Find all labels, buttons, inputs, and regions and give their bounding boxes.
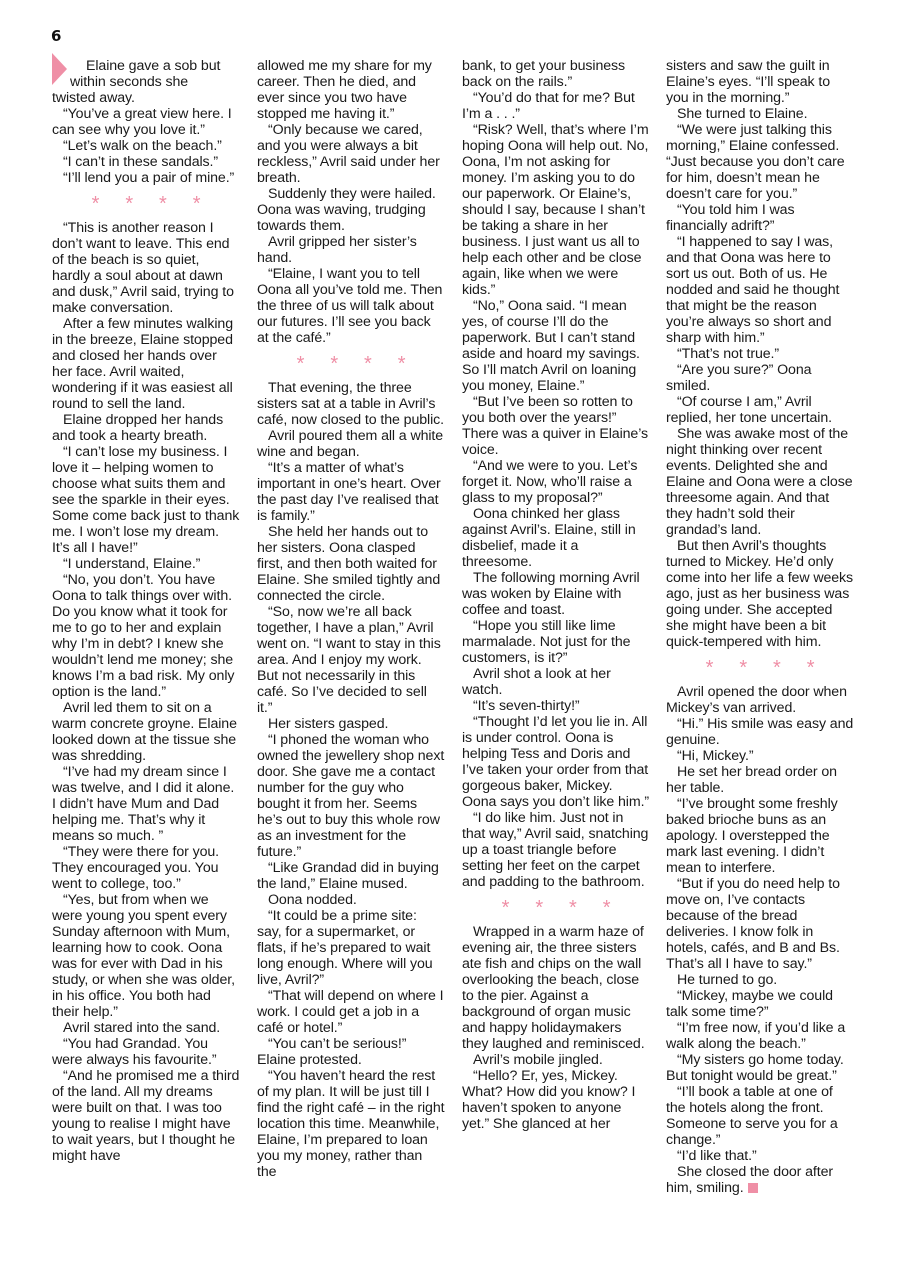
paragraph: “This is another reason I don’t want to leave. This end of the beach is so quiet, hardly a soul about at dawn and dusk,” Avril said, trying to make conversation. — [52, 220, 234, 316]
paragraph: “Hello? Er, yes, Mickey. What? How did you know? I haven’t spoken to anyone yet.” She glanced at her — [462, 1068, 636, 1132]
paragraph: “You’ve a great view here. I can see why you love it.” — [52, 106, 232, 138]
section-divider — [52, 186, 240, 220]
paragraph: Avril opened the door when Mickey’s van arrived. — [666, 684, 847, 716]
paragraph: “Hi, Mickey.” — [677, 748, 754, 764]
divider-star: * — [330, 353, 338, 375]
paragraph: “Let’s walk on the beach.” — [63, 138, 222, 154]
opening-line-2: within seconds she — [70, 74, 189, 90]
paragraph: That evening, the three sisters sat at a table in Avril’s café, now closed to the public. — [257, 380, 444, 428]
paragraph: Oona nodded. — [268, 892, 357, 908]
continued-paragraph: sisters and saw the guilt in Elaine’s eyes. “I’ll speak to you in the morning.” — [666, 58, 831, 106]
paragraph: “Thought I’d let you lie in. All is under control. Oona is helping Tess and Doris and I’ve taken your order from that gorgeous baker, Mickey. Oona says you don’t like him.” — [462, 714, 650, 810]
paragraph: After a few minutes walking in the breeze, Elaine stopped and closed her hands over her face. Avril waited, wondering if it was easiest all round to sell the land. — [52, 316, 233, 412]
paragraph: Avril led them to sit on a warm concrete groyne. Elaine looked down at the tissue she was shredding. — [52, 700, 237, 764]
divider-star: * — [296, 353, 305, 375]
paragraph: “We were just talking this morning,” Elaine confessed. “Just because you don’t care for him, doesn’t mean he doesn’t care for you.” — [666, 122, 845, 202]
paragraph: Avril stared into the sand. — [63, 1020, 221, 1036]
paragraph: She was awake most of the night thinking over recent events. Delighted she and Elaine and Oona were a close threesome again. And that they hadn’t sold their grandad’s land. — [666, 426, 853, 538]
divider-star: * — [159, 193, 167, 215]
paragraph: “No, you don’t. You have Oona to talk things over with. Do you know what it took for me to go to her and explain why I’m in debt? I knew she wouldn’t lend me money; she knows I’m a bad risk. My only option is the land.” — [52, 572, 235, 700]
paragraph: “I do like him. Just not in that way,” Avril said, snatching up a toast triangle before setting her feet on the carpet and padding to the bathroom. — [462, 810, 649, 890]
paragraph: “I’ll lend you a pair of mine.” — [63, 170, 235, 186]
paragraph: “Of course I am,” Avril replied, her tone uncertain. — [666, 394, 832, 426]
paragraph: “I happened to say I was, and that Oona was here to sort us out. Both of us. He nodded and said he thought that might be the reason you’re always so short and sharp with him.” — [666, 234, 840, 346]
continued-paragraph: allowed me my share for my career. Then he died, and ever since you two have stopped me having it.” — [257, 58, 432, 122]
paragraph: “I phoned the woman who owned the jewellery shop next door. She gave me a contact number for the guy who bought it from her. Seems he’s out to buy this whole row as an investment for the future.” — [257, 732, 445, 860]
divider-star: * — [364, 353, 372, 375]
paragraph: “Hope you still like lime marmalade. Not just for the customers, is it?” — [462, 618, 631, 666]
paragraph: “I understand, Elaine.” — [63, 556, 201, 572]
paragraph: “I’ll book a table at one of the hotels along the front. Someone to serve you for a change.” — [666, 1084, 838, 1148]
paragraph: “It’s a matter of what’s important in one’s heart. Over the past day I’ve realised that is family.” — [257, 460, 441, 524]
paragraph: “They were there for you. They encouraged you. You went to college, too.” — [52, 844, 219, 892]
paragraph: “So, now we’re all back together, I have a plan,” Avril went on. “I want to stay in this area. And I enjoy my work. But not necessarily in this café. So I’ve decided to sell it.” — [257, 604, 441, 716]
divider-star: * — [602, 897, 611, 919]
paragraph: “That’s not true.” — [677, 346, 780, 362]
divider-star: * — [192, 193, 201, 215]
paragraph: Her sisters gasped. — [268, 716, 389, 732]
divider-star: * — [397, 353, 406, 375]
paragraph: Avril’s mobile jingled. — [473, 1052, 603, 1068]
paragraph: She turned to Elaine. — [677, 106, 808, 122]
paragraph: He turned to go. — [677, 972, 778, 988]
paragraph: The following morning Avril was woken by Elaine with coffee and toast. — [462, 570, 640, 618]
final-paragraph-text: She closed the door after him, smiling. — [666, 1164, 834, 1196]
text-column-2 — [257, 58, 445, 1180]
paragraph: “Risk? Well, that’s where I’m hoping Oona will help out. No, Oona, I’m not asking for money. I’m asking you to do our paperwork. Or Elaine’s, should I say, because I shan’t be taking a share in her business. I just want us all to help each other and be close again, like when we were kids.” — [462, 122, 649, 298]
paragraph: Suddenly they were hailed. Oona was waving, trudging towards them. — [257, 186, 436, 234]
paragraph: “You told him I was financially adrift?” — [666, 202, 795, 234]
paragraph: “I’m free now, if you’d like a walk along the beach.” — [666, 1020, 846, 1052]
divider-star: * — [739, 657, 747, 679]
section-divider — [666, 650, 854, 684]
paragraph: “You had Grandad. You were always his favourite.” — [52, 1036, 217, 1068]
paragraph: Wrapped in a warm haze of evening air, the three sisters ate fish and chips on the wall overlooking the beach, close to the pier. Against a background of organ music and happy holidaymakers they laughed and reminisced. — [462, 924, 645, 1052]
paragraph: “And he promised me a third of the land. All my dreams were built on that. I was too young to realise I might have to wait years, but I thought he might have — [52, 1068, 240, 1164]
paragraph: “Like Grandad did in buying the land,” Elaine mused. — [257, 860, 439, 892]
paragraph: Avril shot a look at her watch. — [462, 666, 611, 698]
paragraph: Avril poured them all a white wine and began. — [257, 428, 444, 460]
paragraph: Elaine dropped her hands and took a hearty breath. — [52, 412, 224, 444]
divider-star: * — [535, 897, 543, 919]
paragraph: “It could be a prime site: say, for a supermarket, or flats, if he’s prepared to wait long enough. Where will you live, Avril?” — [257, 908, 433, 988]
paragraph: “Mickey, maybe we could talk some time?” — [666, 988, 833, 1020]
paragraph: “But if you do need help to move on, I’ve contacts because of the bread deliveries. I know folk in hotels, cafés, and B and Bs. That’s all I have to say.” — [666, 876, 840, 972]
paragraph: “I’d like that.” — [677, 1148, 757, 1164]
continued-paragraph: bank, to get your business back on the rails.” — [462, 58, 626, 90]
paragraph: Avril gripped her sister’s hand. — [257, 234, 417, 266]
paragraph: “You can’t be serious!” Elaine protested. — [257, 1036, 407, 1068]
divider-star: * — [806, 657, 815, 679]
paragraph: “My sisters go home today. But tonight would be great.” — [666, 1052, 844, 1084]
paragraph: She held her hands out to her sisters. Oona clasped first, and then both waited for Elaine. She smiled tightly and connected the circle. — [257, 524, 441, 604]
divider-star: * — [91, 193, 100, 215]
text-column-3 — [462, 58, 650, 1132]
paragraph: “I’ve had my dream since I was twelve, and I did it alone. I didn’t have Mum and Dad helping me. That’s why it means so much. ” — [52, 764, 235, 844]
paragraph: “Elaine, I want you to tell Oona all you’ve told me. Then the three of us will talk about our futures. I’ll see you back at the café.” — [257, 266, 443, 346]
final-paragraph — [666, 1164, 854, 1196]
paragraph: “Yes, but from when we were young you spent every Sunday afternoon with Mum, learning how to cook. Oona was for ever with Dad in his study, or when she was older, in his office. You both had their help.” — [52, 892, 235, 1020]
paragraph: “You haven’t heard the rest of my plan. It will be just till I find the right café – in the right location this time. Meanwhile, Elaine, I’m prepared to loan you my money, rather than the — [257, 1068, 445, 1180]
paragraph: “I can’t lose my business. I love it – helping women to choose what suits them and see the sparkle in their eyes. Some come back just to thank me. I won’t lose my dream. It’s all I have!” — [52, 444, 240, 556]
paragraph: But then Avril’s thoughts turned to Mickey. He’d only come into her life a few weeks ago, just as her business was going under. She accepted she might have been a bit quick-tempered with him. — [666, 538, 854, 650]
text-column-1 — [52, 58, 240, 1164]
divider-star: * — [705, 657, 714, 679]
paragraph: “Only because we cared, and you were always a bit reckless,” Avril said under her breath. — [257, 122, 440, 186]
paragraph: “I’ve brought some freshly baked brioche buns as an apology. I overstepped the mark last evening. I didn’t mean to interfere. — [666, 796, 838, 876]
section-divider — [462, 890, 650, 924]
opening-line-1: Elaine gave a sob but — [86, 58, 221, 74]
paragraph: “Hi.” His smile was easy and genuine. — [666, 716, 854, 748]
paragraph: “But I’ve been so rotten to you both over the years!” There was a quiver in Elaine’s voice. — [462, 394, 649, 458]
divider-star: * — [125, 193, 133, 215]
paragraph: “And we were to you. Let’s forget it. Now, who’ll raise a glass to my proposal?” — [462, 458, 638, 506]
paragraph: “That will depend on where I work. I could get a job in a café or hotel.” — [257, 988, 444, 1036]
paragraph: “Are you sure?” Oona smiled. — [666, 362, 812, 394]
opening-line-3: twisted away. — [52, 90, 135, 106]
paragraph: “It’s seven-thirty!” — [473, 698, 580, 714]
end-of-story-mark — [748, 1183, 758, 1193]
paragraph: He set her bread order on her table. — [666, 764, 837, 796]
section-divider — [257, 346, 445, 380]
page-number: 6 — [51, 27, 62, 45]
divider-star: * — [773, 657, 781, 679]
text-column-4 — [666, 58, 854, 1196]
divider-star: * — [501, 897, 510, 919]
opening-paragraph — [52, 58, 240, 106]
paragraph: Oona chinked her glass against Avril’s. Elaine, still in disbelief, made it a threesome. — [462, 506, 636, 570]
paragraph: “I can’t in these sandals.” — [63, 154, 219, 170]
paragraph: “No,” Oona said. “I mean yes, of course I’ll do the paperwork. But I can’t stand aside and hoard my savings. So I’ll match Avril on loaning you money, Elaine.” — [462, 298, 640, 394]
divider-star: * — [569, 897, 577, 919]
paragraph: “You’d do that for me? But I’m a . . .” — [462, 90, 635, 122]
